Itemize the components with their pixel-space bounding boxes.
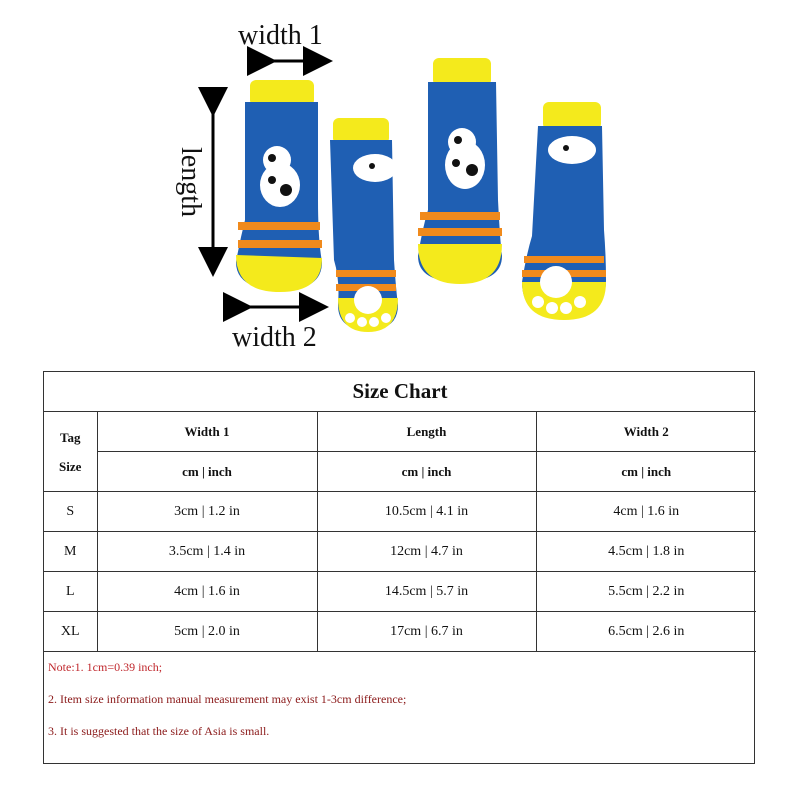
sock-3 — [418, 58, 502, 284]
dog-socks-image — [0, 0, 800, 360]
width1-label: width 1 — [238, 20, 323, 51]
length-cell: 14.5cm | 5.7 in — [317, 572, 536, 612]
column-header: Width 2 — [536, 412, 756, 452]
table-row — [44, 532, 756, 572]
length-cell: 17cm | 6.7 in — [317, 612, 536, 652]
size-label: Size — [59, 458, 82, 474]
product-illustration — [0, 0, 800, 360]
size-cell: S — [44, 492, 97, 532]
size-table — [44, 372, 756, 652]
sock-4 — [522, 102, 606, 320]
column-header: Width 1 — [97, 412, 317, 452]
dog-motif-icon — [548, 136, 596, 164]
chart-title: Size Chart — [44, 372, 756, 412]
size-cell: L — [44, 572, 97, 612]
width1-cell: 5cm | 2.0 in — [97, 612, 317, 652]
width1-cell: 3cm | 1.2 in — [97, 492, 317, 532]
column-header: Length — [317, 412, 536, 452]
table-row — [44, 612, 756, 652]
unit-header: cm | inch — [97, 452, 317, 492]
note-3: 3. It is suggested that the size of Asia is small. — [48, 724, 270, 738]
length-cell: 10.5cm | 4.1 in — [317, 492, 536, 532]
size-cell: XL — [44, 612, 97, 652]
size-chart — [43, 371, 755, 764]
table-row — [44, 492, 756, 532]
width2-cell: 6.5cm | 2.6 in — [536, 612, 756, 652]
unit-header: cm | inch — [317, 452, 536, 492]
note-2: 2. Item size information manual measurement may exist 1-3cm difference; — [48, 692, 407, 706]
sock-2 — [330, 118, 398, 332]
notes-section — [44, 652, 754, 740]
width1-cell: 4cm | 1.6 in — [97, 572, 317, 612]
length-cell: 12cm | 4.7 in — [317, 532, 536, 572]
unit-header: cm | inch — [536, 452, 756, 492]
note-1: Note:1. 1cm=0.39 inch; — [48, 660, 163, 674]
width2-label: width 2 — [232, 322, 317, 353]
table-row — [44, 572, 756, 612]
width2-cell: 5.5cm | 2.2 in — [536, 572, 756, 612]
size-cell: M — [44, 532, 97, 572]
width2-cell: 4cm | 1.6 in — [536, 492, 756, 532]
tag-size-header — [44, 412, 97, 492]
tag-label: Tag — [60, 429, 81, 445]
sock-1 — [236, 80, 322, 292]
width2-cell: 4.5cm | 1.8 in — [536, 532, 756, 572]
length-label: length — [175, 147, 206, 217]
width1-cell: 3.5cm | 1.4 in — [97, 532, 317, 572]
dog-motif-icon — [353, 154, 397, 182]
